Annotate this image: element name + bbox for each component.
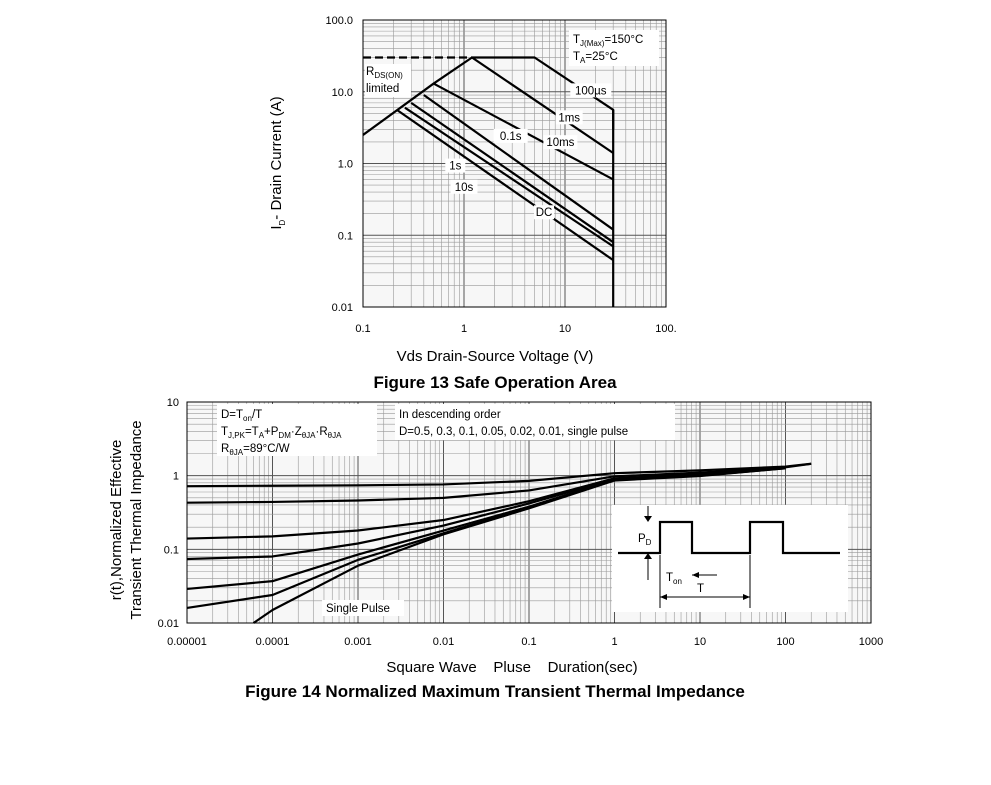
- zth-y-tick-label: 1: [172, 470, 179, 483]
- zth-x-tick-label: 0.0001: [255, 636, 290, 648]
- single-pulse-label: Single Pulse: [326, 603, 390, 615]
- pd-label: $P_D$: [638, 533, 652, 547]
- soa-y-axis-label: $I_D-$ Drain Current (A): [268, 96, 287, 230]
- soa-y-tick-label: 0.1: [337, 230, 353, 243]
- zth-tj-formula: $T_{J,PK}=T_A+P_{DM}\cdot Z_{\theta JA}\cdot R_{\theta JA}$: [221, 426, 342, 440]
- soa-y-tick-label: 10.0: [331, 86, 353, 99]
- zth-y-axis-label-line2: Transient Thermal Impedance: [128, 420, 145, 620]
- zth-x-tick-label: 0.1: [521, 636, 537, 648]
- soa-x-tick-label: 0.1: [355, 323, 371, 335]
- soa-caption: Figure 13 Safe Operation Area: [373, 373, 617, 392]
- zth-order-values: D=0.5, 0.3, 0.1, 0.05, 0.02, 0.01, single pulse: [399, 426, 629, 438]
- soa-tj-condition: $T_{J(Max)}=150^\circ C$: [573, 34, 644, 48]
- zth-x-tick-label: 10: [693, 636, 707, 648]
- zth-y-tick-label: 10: [166, 397, 179, 409]
- soa-curve-label: 10s: [454, 181, 474, 194]
- zth-caption: Figure 14 Normalized Maximum Transient Thermal Impedance: [245, 682, 745, 701]
- zth-x-tick-label: 0.00001: [167, 636, 207, 648]
- zth-x-tick-label: 0.01: [432, 636, 455, 648]
- soa-curve-label: 1ms: [558, 112, 581, 125]
- soa-curve-label: 10ms: [546, 137, 575, 150]
- zth-y-tick-label: 0.01: [157, 618, 179, 630]
- thermal-impedance-chart: [108, 397, 883, 701]
- soa-x-axis-label: Vds Drain-Source Voltage (V): [396, 348, 594, 365]
- soa-y-tick-label: 100.0: [325, 15, 353, 27]
- zth-x-tick-label: 1: [611, 636, 618, 648]
- soa-rds-label: $R_{DS(ON)}$: [366, 66, 403, 80]
- soa-x-tick-label: 1: [460, 323, 468, 335]
- zth-rtheta-value: $R_{\theta JA}=89^\circ C/W$: [221, 443, 290, 457]
- soa-curve-label: 100µs: [574, 85, 607, 98]
- soa-curve-label: DC: [535, 207, 553, 220]
- zth-x-tick-label: 1000: [858, 636, 884, 648]
- zth-order-title: In descending order: [399, 409, 501, 421]
- soa-y-tick-label: 0.01: [331, 302, 353, 314]
- zth-duty-definition: $D=T_{on}/T$: [221, 409, 263, 423]
- zth-x-tick-label: 100: [776, 636, 795, 648]
- zth-y-tick-label: 0.1: [163, 544, 179, 557]
- soa-ta-condition: $T_A=25^\circ C$: [573, 51, 618, 65]
- pulse-waveform-inset: [612, 505, 848, 612]
- zth-x-axis-label: Square Wave Pluse Duration(sec): [386, 659, 638, 676]
- soa-y-tick-label: 1.0: [337, 158, 353, 171]
- soa-chart: [268, 15, 677, 392]
- ton-label: $T_{on}$: [666, 572, 682, 586]
- period-label: T: [697, 583, 705, 595]
- soa-x-tick-label: 10: [558, 323, 572, 335]
- soa-rds-limited-label: limited: [366, 83, 400, 95]
- zth-x-tick-label: 0.001: [344, 636, 372, 648]
- soa-x-tick-label: 100.: [655, 323, 677, 335]
- soa-curve-label: 0.1s: [499, 130, 522, 143]
- zth-y-axis-label-line1: r(t),Normalized Effective: [108, 439, 125, 601]
- soa-curve-label: 1s: [449, 160, 462, 173]
